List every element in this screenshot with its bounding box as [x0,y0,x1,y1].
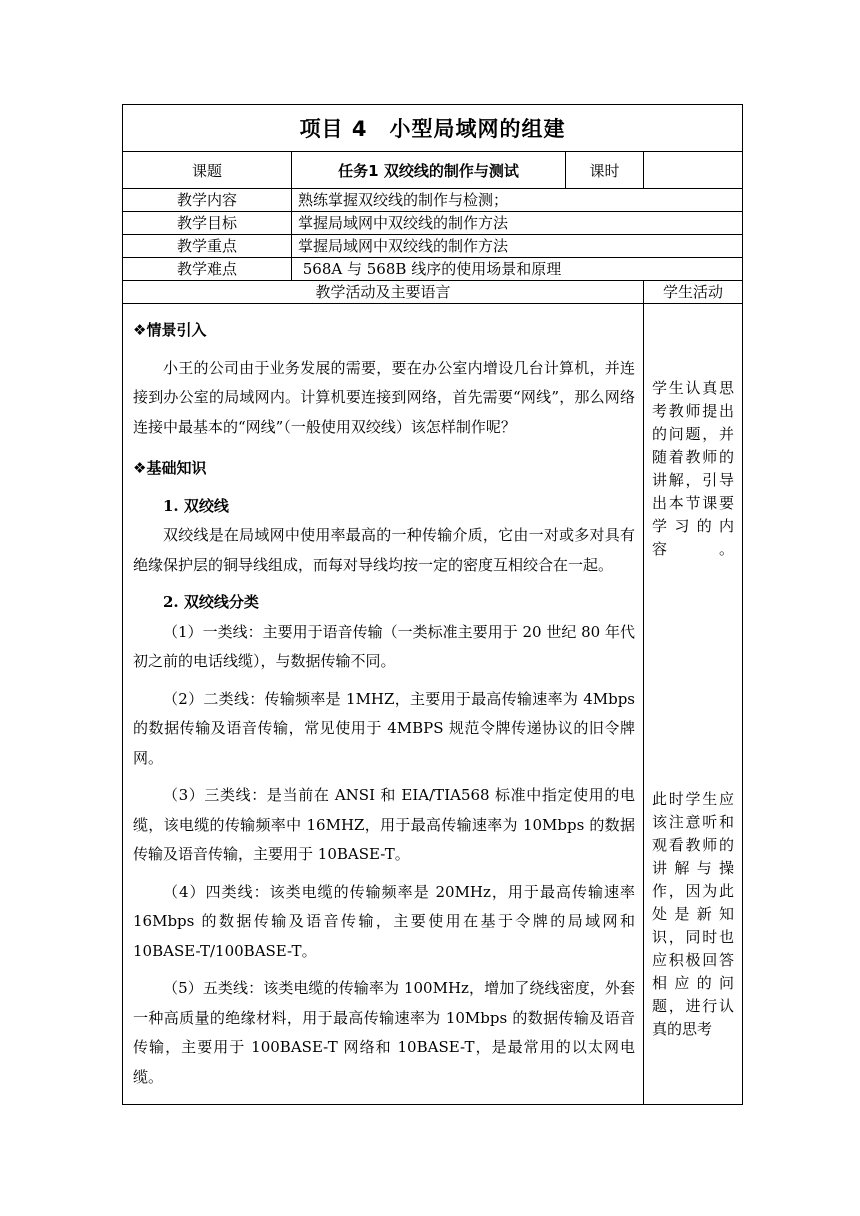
student-note: 学生认真思考教师提出的问题，并随着教师的讲解，引导出本节课要学习的内容。 [652,379,735,558]
task-title: 任务1 双绞线的制作与测试 [292,152,566,189]
hours-label: 课时 [566,152,644,189]
list-item: （4）四类线：该类电缆的传输频率是 20MHz，用于最高传输速率 16Mbps 的数据传输及语音传输，主要使用在基于令牌的局域网和 10BASE-T/100BASE-T。 [133,882,635,960]
activity-header-student: 学生活动 [644,281,743,304]
info-row [123,258,743,281]
list-item: （5）五类线：该类电缆的传输率为 100MHz，增加了绕线密度，外套一种高质量的绝缘材料，用于最高传输速率为 10Mbps 的数据传输及语音传输，主要用于 100BASE-T 网络和 10BASE-T，是最常用的以太网电缆。 [133,979,635,1086]
section-heading [133,316,635,346]
paragraph: 双绞线是在局域网中使用率最高的一种传输介质，它由一对或多对具有绝缘保护层的铜导线组成，而每对导线均按一定的密度互相绞合在一起。 [133,526,635,574]
student-note: 此时学生应该注意听和观看教师的讲解与操作，因为此处是新知识，同时也应积极回答相应的问题，进行认真的思考 [652,790,735,1038]
four-diamond-bullet-icon: ❖ [133,321,147,339]
section-title: 情景引入 [146,321,207,339]
lesson-plan-table [122,104,743,1105]
topic-label: 课题 [123,152,292,189]
info-value: 熟练掌握双绞线的制作与检测； [292,189,743,212]
list-item: （2）二类线：传输频率是 1MHZ，主要用于最高传输速率为 4Mbps 的数据传输及语音传输，常见使用于 4MBPS 规范令牌传递协议的旧令牌网。 [133,689,635,767]
list-item: （3）三类线：是当前在 ANSI 和 EIA/TIA568 标准中指定使用的电缆，该电缆的传输频率中 16MHZ，用于最高传输速率为 10Mbps 的数据传输及语音传输，主要用于 10BASE-T。 [133,786,635,863]
info-row [123,212,743,235]
paragraph: 小王的公司由于业务发展的需要，要在办公室内增设几台计算机，并连接到办公室的局域网内。计算机要连接到网络，首先需要“网线”，那么网络连接中最基本的“网线”（一般使用双绞线）该怎样制作呢？ [133,358,635,436]
main-content [123,308,643,1092]
four-diamond-bullet-icon: ❖ [133,459,147,477]
info-label: 教学内容 [123,189,292,212]
activity-header-main: 教学活动及主要语言 [123,281,644,304]
student-activity-cell [644,304,743,1105]
subsection-title: 2. 双绞线分类 [163,593,259,611]
student-activity-notes [644,367,742,1041]
main-content-cell [123,304,644,1105]
info-label: 教学重点 [123,235,292,258]
section-title: 基础知识 [146,459,207,477]
hours-value [644,152,743,189]
info-row [123,189,743,212]
info-label: 教学目标 [123,212,292,235]
info-row [123,235,743,258]
document-title: 项目 4 小型局域网的组建 [123,105,743,152]
subsection-title: 1. 双绞线 [163,496,229,515]
section-heading [133,454,635,484]
info-value: 掌握局域网中双绞线的制作方法 [292,235,743,258]
info-value: 掌握局域网中双绞线的制作方法 [292,212,743,235]
info-value: 568A 与 568B 线序的使用场景和原理 [292,258,743,281]
list-item: （1）一类线：主要用于语音传输（一类标准主要用于 20 世纪 80 年代初之前的电话线缆），与数据传输不同。 [133,622,635,670]
info-label: 教学难点 [123,258,292,281]
